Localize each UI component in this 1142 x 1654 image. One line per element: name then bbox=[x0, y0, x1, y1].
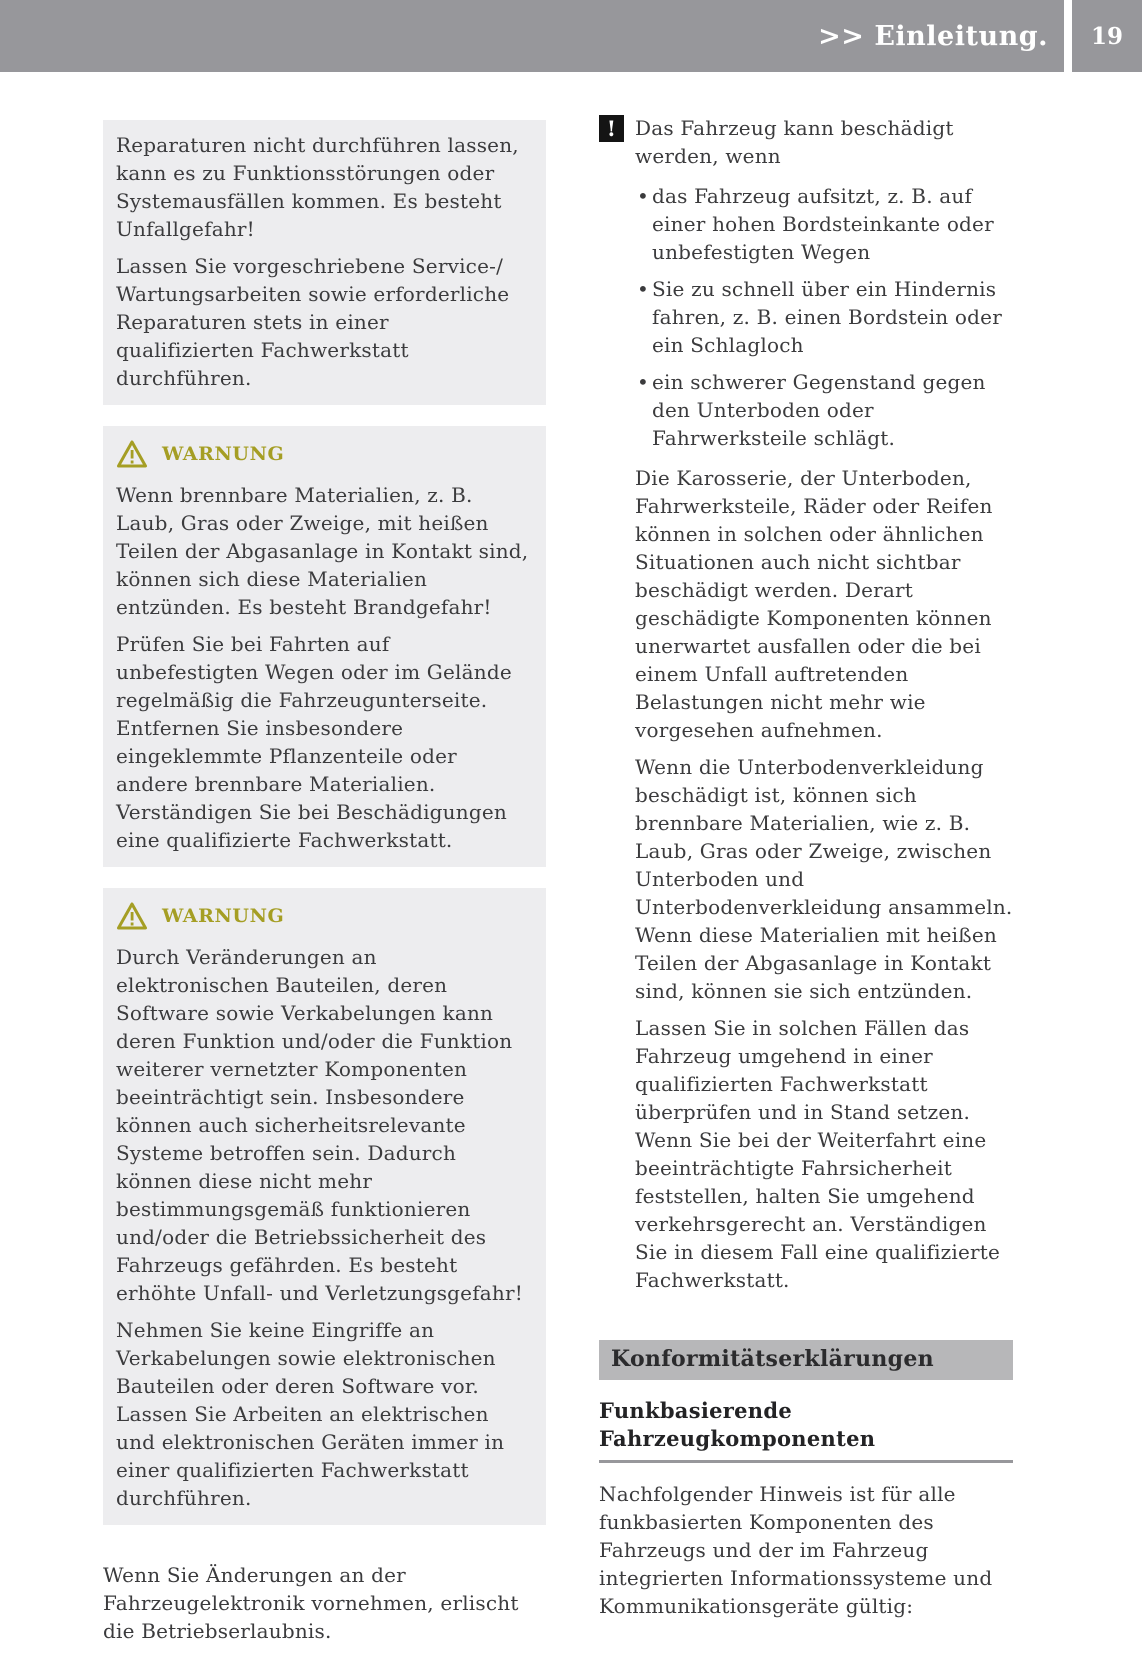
page-title: >> Einleitung. bbox=[818, 20, 1048, 52]
paragraph: Lassen Sie vorgeschriebene Service-/ Wartungsarbeiten sowie erforderliche Reparaturen stets in einer qualifizierten Fachwerkstatt durchführen. bbox=[116, 254, 510, 390]
warning-header bbox=[116, 439, 533, 469]
paragraph: Lassen Sie in solchen Fällen das Fahrzeug umgehend in einer qualifizierten Fachwerkstatt überprüfen und in Stand setzen. Wenn Sie bei der Weiterfahrt eine beeinträchtigte Fahrsicherheit feststellen, halten Sie umgehend verkehrsgerecht an. Verständigen Sie in diesem Fall eine qualifizierte Fachwerkstatt. bbox=[635, 1016, 1001, 1292]
warning-label: WARNUNG bbox=[162, 443, 285, 465]
paragraph: Wenn brennbare Materialien, z. B. Laub, Gras oder Zweige, mit heißen Teilen der Abgasanlage in Kontakt sind, können sich diese Materialien entzünden. Es besteht Brandgefahr! bbox=[116, 483, 529, 619]
page-number: 19 bbox=[1090, 22, 1123, 50]
right-column bbox=[599, 114, 1013, 1620]
section-header: Konformitätserklärungen bbox=[599, 1340, 1013, 1380]
paragraph: Die Karosserie, der Unterboden, Fahrwerksteile, Räder oder Reifen können in solchen oder ähnlichen Situationen auch nicht sichtbar beschädigt werden. Derart geschädigte Komponenten können unerwartet ausfallen oder die bei einem Unfall auftretenden Belastungen nicht mehr wie vorgesehen aufnehmen. bbox=[635, 466, 993, 742]
list-item: • das Fahrzeug aufsitzt, z. B. auf einer hohen Bordsteinkante oder unbefestigten Wegen bbox=[635, 182, 1013, 266]
closing-paragraph: Wenn Sie Änderungen an der Fahrzeugelektronik vornehmen, erlischt die Betriebserlaubnis. bbox=[103, 1563, 519, 1643]
note-intro: Das Fahrzeug kann beschädigt werden, wenn bbox=[635, 116, 954, 168]
list-item: • Sie zu schnell über ein Hindernis fahren, z. B. einen Bordstein oder ein Schlagloch bbox=[635, 275, 1013, 359]
header-bar bbox=[0, 0, 1064, 72]
warning-box-2 bbox=[103, 888, 546, 1525]
subsection-header: Funkbasierende Fahrzeugkomponenten bbox=[599, 1397, 1013, 1463]
warning-header bbox=[116, 901, 533, 931]
paragraph: Wenn die Unterbodenverkleidung beschädigt ist, können sich brennbare Materialien, wie z. B. Laub, Gras oder Zweige, zwischen Unterboden und Unterbodenverkleidung ansammeln. Wenn diese Materialien mit heißen Teilen der Abgasanlage in Kontakt sind, können sie sich entzünden. bbox=[635, 755, 1013, 1003]
warning-label: WARNUNG bbox=[162, 905, 285, 927]
page-number-box bbox=[1072, 0, 1142, 72]
warning-triangle-icon bbox=[116, 439, 148, 469]
note-bullet-list bbox=[635, 182, 1013, 452]
damage-note bbox=[599, 114, 1013, 1294]
list-item: • ein schwerer Gegenstand gegen den Unterboden oder Fahrwerksteile schlägt. bbox=[635, 368, 1013, 452]
paragraph: Nehmen Sie keine Eingriffe an Verkabelungen sowie elektronischen Bauteilen oder deren Software vor. Lassen Sie Arbeiten an elektrischen und elektronischen Geräten immer in einer qualifizierten Fachwerkstatt durchführen. bbox=[116, 1318, 505, 1510]
paragraph: Prüfen Sie bei Fahrten auf unbefestigten Wegen oder im Gelände regelmäßig die Fahrzeugunterseite. Entfernen Sie insbesondere eingeklemmte Pflanzenteile oder andere brennbare Materialien. Verständigen Sie bei Beschädigungen eine qualifizierte Fachwerkstatt. bbox=[116, 632, 512, 852]
left-column bbox=[103, 120, 546, 1645]
paragraph: Reparaturen nicht durchführen lassen, kann es zu Funktionsstörungen oder Systemausfällen kommen. Es besteht Unfallgefahr! bbox=[116, 133, 519, 241]
note-body bbox=[635, 114, 1013, 1294]
continuation-warning-box bbox=[103, 120, 546, 405]
warning-triangle-icon bbox=[116, 901, 148, 931]
paragraph: Durch Veränderungen an elektronischen Bauteilen, deren Software sowie Verkabelungen kann deren Funktion und/oder die Funktion weiterer vernetzter Komponenten beeinträchtigt sein. Insbesondere können auch sicherheitsrelevante Systeme betroffen sein. Dadurch können diese nicht mehr bestimmungsgemäß funktionieren und/oder die Betriebssicherheit des Fahrzeugs gefährden. Es besteht erhöhte Unfall- und Verletzungsgefahr! bbox=[116, 945, 524, 1305]
paragraph: Nachfolgender Hinweis ist für alle funkbasierten Komponenten des Fahrzeugs und der im Fahrzeug integrierten Informationssysteme und Kommunikationsgeräte gültig: bbox=[599, 1482, 993, 1618]
warning-box-1 bbox=[103, 426, 546, 867]
exclamation-icon: ! bbox=[599, 115, 624, 142]
